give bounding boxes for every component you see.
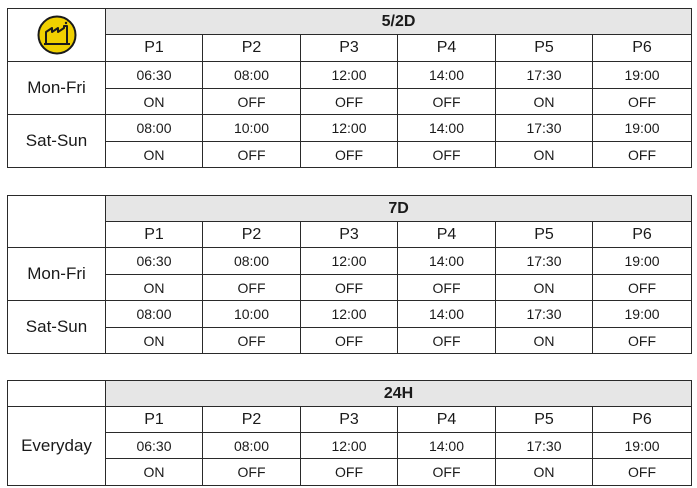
time-cell: 19:00 xyxy=(593,248,692,275)
state-cell: ON xyxy=(106,328,203,354)
period-header: P1 xyxy=(106,407,203,433)
time-cell: 06:30 xyxy=(106,62,203,89)
state-cell: ON xyxy=(106,142,203,168)
state-cell: ON xyxy=(496,275,593,301)
header-corner-cell xyxy=(8,196,106,248)
state-cell: OFF xyxy=(593,275,692,301)
table-title: 5/2D xyxy=(106,9,692,35)
state-cell: OFF xyxy=(593,142,692,168)
state-cell: OFF xyxy=(301,275,398,301)
period-header: P2 xyxy=(203,407,301,433)
time-cell: 17:30 xyxy=(496,115,593,142)
period-header: P1 xyxy=(106,222,203,248)
time-cell: 19:00 xyxy=(593,433,692,459)
period-header: P6 xyxy=(593,222,692,248)
state-cell: OFF xyxy=(398,142,496,168)
period-header: P2 xyxy=(203,222,301,248)
period-header: P1 xyxy=(106,35,203,62)
state-cell: OFF xyxy=(398,275,496,301)
state-cell: OFF xyxy=(301,459,398,486)
schedule-table-5-2d xyxy=(7,8,692,168)
state-cell: ON xyxy=(496,459,593,486)
time-cell: 08:00 xyxy=(203,62,301,89)
schedule-table-7d xyxy=(7,195,692,354)
time-cell: 06:30 xyxy=(106,248,203,275)
state-cell: OFF xyxy=(203,328,301,354)
state-cell: OFF xyxy=(301,328,398,354)
time-cell: 08:00 xyxy=(106,115,203,142)
period-header: P5 xyxy=(496,222,593,248)
schedule-table-24h xyxy=(7,380,692,486)
period-header: P2 xyxy=(203,35,301,62)
state-cell: OFF xyxy=(398,89,496,115)
table-title: 7D xyxy=(106,196,692,222)
state-cell: OFF xyxy=(203,459,301,486)
state-cell: OFF xyxy=(301,142,398,168)
time-cell: 17:30 xyxy=(496,248,593,275)
time-cell: 10:00 xyxy=(203,301,301,328)
state-cell: OFF xyxy=(398,459,496,486)
state-cell: OFF xyxy=(203,275,301,301)
time-cell: 14:00 xyxy=(398,62,496,89)
state-cell: ON xyxy=(106,459,203,486)
time-cell: 06:30 xyxy=(106,433,203,459)
state-cell: OFF xyxy=(301,89,398,115)
time-cell: 12:00 xyxy=(301,115,398,142)
time-cell: 19:00 xyxy=(593,301,692,328)
state-cell: OFF xyxy=(593,328,692,354)
state-cell: ON xyxy=(496,328,593,354)
period-header: P3 xyxy=(301,35,398,62)
state-cell: ON xyxy=(106,275,203,301)
period-header: P4 xyxy=(398,222,496,248)
time-cell: 14:00 xyxy=(398,248,496,275)
time-cell: 12:00 xyxy=(301,62,398,89)
state-cell: OFF xyxy=(203,89,301,115)
time-cell: 17:30 xyxy=(496,433,593,459)
time-cell: 19:00 xyxy=(593,62,692,89)
period-header: P5 xyxy=(496,407,593,433)
time-cell: 14:00 xyxy=(398,115,496,142)
row-label: Everyday xyxy=(8,407,106,486)
table-title: 24H xyxy=(106,381,692,407)
state-cell: OFF xyxy=(593,459,692,486)
time-cell: 14:00 xyxy=(398,301,496,328)
state-cell: ON xyxy=(496,89,593,115)
factory-icon xyxy=(37,15,77,55)
time-cell: 12:00 xyxy=(301,301,398,328)
row-label: Mon-Fri xyxy=(8,62,106,115)
time-cell: 19:00 xyxy=(593,115,692,142)
state-cell: ON xyxy=(496,142,593,168)
row-label: Sat-Sun xyxy=(8,301,106,354)
time-cell: 08:00 xyxy=(203,433,301,459)
time-cell: 08:00 xyxy=(203,248,301,275)
time-cell: 08:00 xyxy=(106,301,203,328)
state-cell: OFF xyxy=(593,89,692,115)
time-cell: 17:30 xyxy=(496,62,593,89)
period-header: P6 xyxy=(593,35,692,62)
row-label: Sat-Sun xyxy=(8,115,106,168)
time-cell: 14:00 xyxy=(398,433,496,459)
period-header: P6 xyxy=(593,407,692,433)
period-header: P3 xyxy=(301,222,398,248)
period-header: P3 xyxy=(301,407,398,433)
time-cell: 17:30 xyxy=(496,301,593,328)
time-cell: 12:00 xyxy=(301,248,398,275)
header-corner-cell xyxy=(8,381,106,407)
period-header: P4 xyxy=(398,407,496,433)
time-cell: 12:00 xyxy=(301,433,398,459)
period-header: P4 xyxy=(398,35,496,62)
row-label: Mon-Fri xyxy=(8,248,106,301)
time-cell: 10:00 xyxy=(203,115,301,142)
state-cell: OFF xyxy=(203,142,301,168)
state-cell: ON xyxy=(106,89,203,115)
header-icon-cell xyxy=(8,9,106,62)
period-header: P5 xyxy=(496,35,593,62)
state-cell: OFF xyxy=(398,328,496,354)
